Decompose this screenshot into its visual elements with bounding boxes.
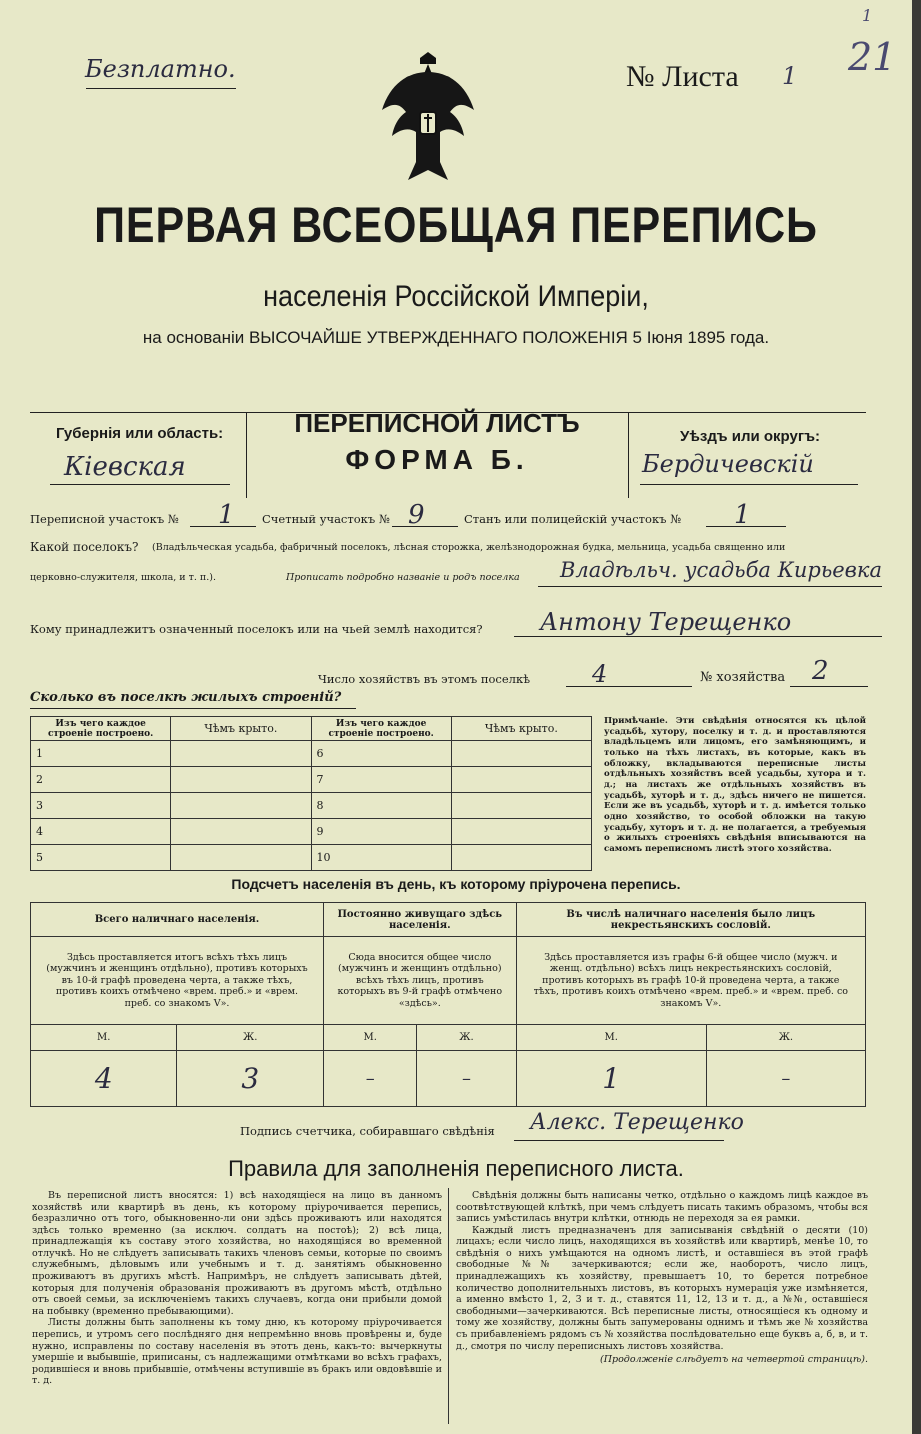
scan-edge — [912, 0, 921, 1434]
owner-value: Антону Терещенко — [540, 608, 792, 636]
resident-male-count: – — [323, 1051, 416, 1107]
census-main-title: ПЕРВАЯ ВСЕОБЩАЯ ПЕРЕПИСЬ — [94, 197, 818, 253]
building-roof-3 — [171, 793, 311, 819]
census-section-label: Переписной участокъ № — [30, 512, 179, 526]
buildings-col-material-left: Изъ чего каждое строеніе построено. — [31, 717, 171, 741]
count-section-value: 9 — [408, 500, 425, 530]
settlement-value: Владѣльч. усадьба Кирьевка — [560, 558, 882, 582]
households-underline — [566, 686, 692, 687]
district-underline — [640, 484, 858, 485]
nonpeasant-male-count: 1 — [516, 1051, 706, 1107]
free-underline — [86, 88, 236, 89]
summary-title: Подсчетъ населенія въ день, къ которому пріурочена перепись. — [231, 876, 681, 892]
signature-value: Алекс. Терещенко — [530, 1110, 744, 1135]
owner-underline — [514, 636, 882, 637]
summary-col3-text: Здѣсь проставляется изъ графы 6-й общее число (мужч. и женщ. отдѣльно) всѣхъ лицъ некрестьянскихъ сословій, противъ которыхъ въ графѣ 10-й проведена черта, а также тѣхъ, противъ коихъ отмѣчено «врем. преб.» и «врем. преб. со знакомъ V». — [516, 937, 865, 1025]
households-label: Число хозяйствъ въ этомъ поселкѣ — [318, 672, 531, 686]
station-value: 1 — [734, 500, 751, 530]
count-section-underline — [392, 526, 458, 527]
rules-continued-note: (Продолженіе слѣдуетъ на четвертой страницѣ). — [600, 1354, 868, 1366]
settlement-hint-1: (Владѣльческая усадьба, фабричный поселокъ, лѣсная сторожка, желѣзнодорожная будка, мельница, усадьба священно или — [152, 542, 786, 553]
summary-f-header-1: Ж. — [177, 1025, 323, 1051]
count-section-label: Счетный участокъ № — [262, 512, 390, 526]
district-value: Бердичевскій — [642, 450, 814, 478]
form-header-divider-right — [628, 412, 629, 498]
owner-question: Кому принадлежитъ означенный поселокъ или на чьей землѣ находится? — [30, 622, 483, 636]
rules-column-divider — [448, 1188, 449, 1424]
double-headed-eagle-emblem — [378, 52, 478, 190]
summary-col1-text: Здѣсь проставляется итогъ всѣхъ тѣхъ лицъ (мужчинъ и женщинъ отдѣльно), противъ которыхъ въ 10-й графѣ проведена черта, а также тѣхъ, противъ коихъ отмѣчено «врем. преб.» и «врем. преб. со знакомъ V». — [31, 937, 324, 1025]
present-female-count: 3 — [177, 1051, 323, 1107]
census-subtitle: населенія Россійской Имперіи, — [263, 280, 649, 313]
household-number-underline — [790, 686, 868, 687]
buildings-col-roof-left: Чѣмъ крыто. — [171, 717, 311, 741]
station-underline — [706, 526, 786, 527]
settlement-question: Какой поселокъ? — [30, 540, 139, 554]
rules-left-paragraph-2: Листы должны быть заполнены къ тому дню, къ которому пріурочивается перепись, и утромъ сего послѣдняго дня непремѣнно вновь провѣрены и, буде нужно, исправлены по составу населенія въ этотъ день, какъ-то: вычеркнуты умершіе и выбывшіе, приписаны, съ надлежащими отмѣтками во всѣхъ графахъ, родившіеся и вновь прибывшіе, отмѣчены вступившіе въ бракъ или овдовѣвшіе и т. д. — [32, 1317, 442, 1387]
rules-left-paragraph-1: Въ переписной листъ вносятся: 1) всѣ находящіеся на лицо въ данномъ хозяйствѣ или квартирѣ въ день, къ которому пріурочивается перепись, безразлично отъ того, обыкновенно-ли они здѣсь проживаютъ или находятся здѣсь только временно (за исключ. солдатъ на постоѣ); 2) всѣ лица, принадлежащія къ составу этого хозяйства, но находящіяся во временной отлучкѣ. Но не слѣдуетъ записывать такихъ членовъ семьи, которые по своимъ служебнымъ, дѣловымъ или учебнымъ и т. д. занятіямъ обыкновенно проживаютъ въ другихъ мѣстѣ. Напримѣръ, не слѣдуетъ записывать дѣтей, которыя для полученія образованія проживаютъ въ другомъ мѣстѣ, отдѣльно отъ своей семьи, за исключеніемъ такихъ случаевъ, когда они прибыли домой на побывку (временно пребывающими). — [32, 1190, 442, 1317]
buildings-col-roof-right: Чѣмъ крыто. — [451, 717, 591, 741]
building-row-1: 1 — [31, 741, 171, 767]
building-row-3: 3 — [31, 793, 171, 819]
building-row-4: 4 — [31, 819, 171, 845]
resident-female-count: – — [417, 1051, 516, 1107]
household-number-value: 2 — [812, 656, 829, 686]
buildings-table — [30, 716, 592, 871]
building-row-10: 10 — [311, 845, 451, 871]
buildings-note: Примѣчаніе. Эти свѣдѣнія относятся къ цѣлой усадьбѣ, хутору, поселку и т. д. и проставляются владѣльцемъ или лицомъ, его замѣняющимъ, и только на тѣхъ листахъ, въ которые, какъ въ обложку, вкладываются переписные листы отдѣльныхъ хозяйствъ всей усадьбы, хутора и т. д.; на листахъ же отдѣльныхъ хозяйствъ въ усадьбѣ, хуторѣ и т. д., здѣсь ничего не пишется. Если же въ усадьбѣ, хуторѣ и т. д. имѣется только одно хозяйство, то особой обложки на такую усадьбу, хуторъ и т. д. не полагается, а требуемыя о жилыхъ строеніяхъ свѣдѣнія вписываются на самомъ переписномъ листѣ этого хозяйства. — [604, 716, 866, 854]
free-label: Безплатно. — [85, 55, 236, 83]
building-row-7: 7 — [311, 767, 451, 793]
building-roof-5 — [171, 845, 311, 871]
building-row-6: 6 — [311, 741, 451, 767]
buildings-question-underline — [30, 708, 356, 709]
building-roof-9 — [451, 819, 591, 845]
province-underline — [50, 484, 230, 485]
rules-left-column — [32, 1190, 442, 1387]
population-summary-table — [30, 902, 866, 1107]
summary-col2-text: Сюда вносится общее число (мужчинъ и женщинъ отдѣльно) всѣхъ тѣхъ лицъ, противъ которыхъ въ 9-й графѣ отмѣчено «здѣсь». — [323, 937, 516, 1025]
summary-col2-title: Постоянно живущаго здѣсь населенія. — [323, 903, 516, 937]
rules-title: Правила для заполненія переписного листа. — [228, 1156, 684, 1181]
building-roof-1 — [171, 741, 311, 767]
buildings-question: Сколько въ поселкѣ жилыхъ строеній? — [30, 690, 342, 705]
district-label: Уѣздъ или округъ: — [680, 428, 821, 445]
census-section-underline — [190, 526, 256, 527]
signature-label: Подпись счетчика, собиравшаго свѣдѣнія — [240, 1124, 495, 1138]
summary-col1-title: Всего наличнаго населенія. — [31, 903, 324, 937]
nonpeasant-female-count: – — [706, 1051, 865, 1107]
summary-m-header-1: М. — [31, 1025, 177, 1051]
building-roof-8 — [451, 793, 591, 819]
sheet-number-label: № Листа — [626, 60, 739, 93]
summary-f-header-2: Ж. — [417, 1025, 516, 1051]
settlement-hint-2: церковно-служителя, школа, и т. п.). — [30, 572, 216, 583]
building-roof-7 — [451, 767, 591, 793]
station-label: Станъ или полицейскій участокъ № — [464, 512, 681, 526]
building-row-8: 8 — [311, 793, 451, 819]
settlement-underline — [538, 586, 882, 587]
summary-m-header-2: М. — [323, 1025, 416, 1051]
rules-right-paragraph-2: Каждый листъ предназначенъ для записыванія свѣдѣній о десяти (10) лицахъ; если число лицъ, находящихся въ хозяйствѣ или квартирѣ, менѣе 10, то свѣдѣнія о нихъ умѣщаются на одномъ листѣ, и оставшіеся въ этой графѣ свободные №№ зачеркиваются; если же, наоборотъ, число лицъ, принадлежащихъ къ хозяйству, превышаетъ 10, то берется потребное количество дополнительныхъ листовъ, въ которыхъ нумерація уже измѣняется, а именно вмѣсто 1, 2, 3 и т. д., ставятся 11, 12, 13 и т. д., а №№, оставшіеся свободными—зачеркиваются. Всѣ переписные листы, относящіеся къ одному и тому же хозяйству, должны быть запумерованы однимъ и тѣмъ же № хозяйства съ прибавленіемъ рядомъ съ № хозяйства послѣдовательно еще буквъ а, б, в, и т. д., смотря по числу переписныхъ листовъ хозяйства. — [456, 1224, 868, 1352]
building-row-5: 5 — [31, 845, 171, 871]
province-label: Губернія или область: — [56, 425, 224, 442]
archive-number: 21 — [848, 35, 897, 79]
households-value: 4 — [592, 660, 608, 688]
building-row-9: 9 — [311, 819, 451, 845]
archive-number-small: 1 — [862, 6, 873, 25]
form-type-label: ФОРМА Б. — [345, 444, 529, 475]
building-roof-2 — [171, 767, 311, 793]
rules-right-paragraph-1: Свѣдѣнія должны быть написаны четко, отдѣльно о каждомъ лицѣ каждое въ соотвѣтствующей клѣткѣ, при чемъ слѣдуетъ писать такимъ образомъ, чтобы вся запись умѣстилась внутри клѣтки, отнюдь не переходя за ея рамки. — [456, 1190, 868, 1225]
census-basis-line: на основаніи ВЫСОЧАЙШЕ УТВЕРЖДЕННАГО ПОЛОЖЕНІЯ 5 Іюня 1895 года. — [142, 328, 770, 347]
building-roof-4 — [171, 819, 311, 845]
present-male-count: 4 — [31, 1051, 177, 1107]
sheet-number-value: 1 — [782, 62, 798, 90]
building-roof-10 — [451, 845, 591, 871]
building-roof-6 — [451, 741, 591, 767]
form-sheet-title: ПЕРЕПИСНОЙ ЛИСТЪ — [294, 408, 580, 438]
summary-f-header-3: Ж. — [706, 1025, 865, 1051]
province-value: Кіевская — [64, 452, 186, 482]
summary-col3-title: Въ числѣ наличнаго населенія было лицъ некрестьянскихъ сословій. — [516, 903, 865, 937]
census-section-value: 1 — [218, 500, 235, 530]
household-number-label: № хозяйства — [700, 670, 786, 685]
signature-underline — [514, 1140, 724, 1141]
summary-m-header-3: М. — [516, 1025, 706, 1051]
settlement-hint-3: Прописать подробно названіе и родъ поселка — [286, 572, 520, 583]
rules-right-column — [456, 1190, 868, 1366]
building-row-2: 2 — [31, 767, 171, 793]
buildings-col-material-right: Изъ чего каждое строеніе построено. — [311, 717, 451, 741]
